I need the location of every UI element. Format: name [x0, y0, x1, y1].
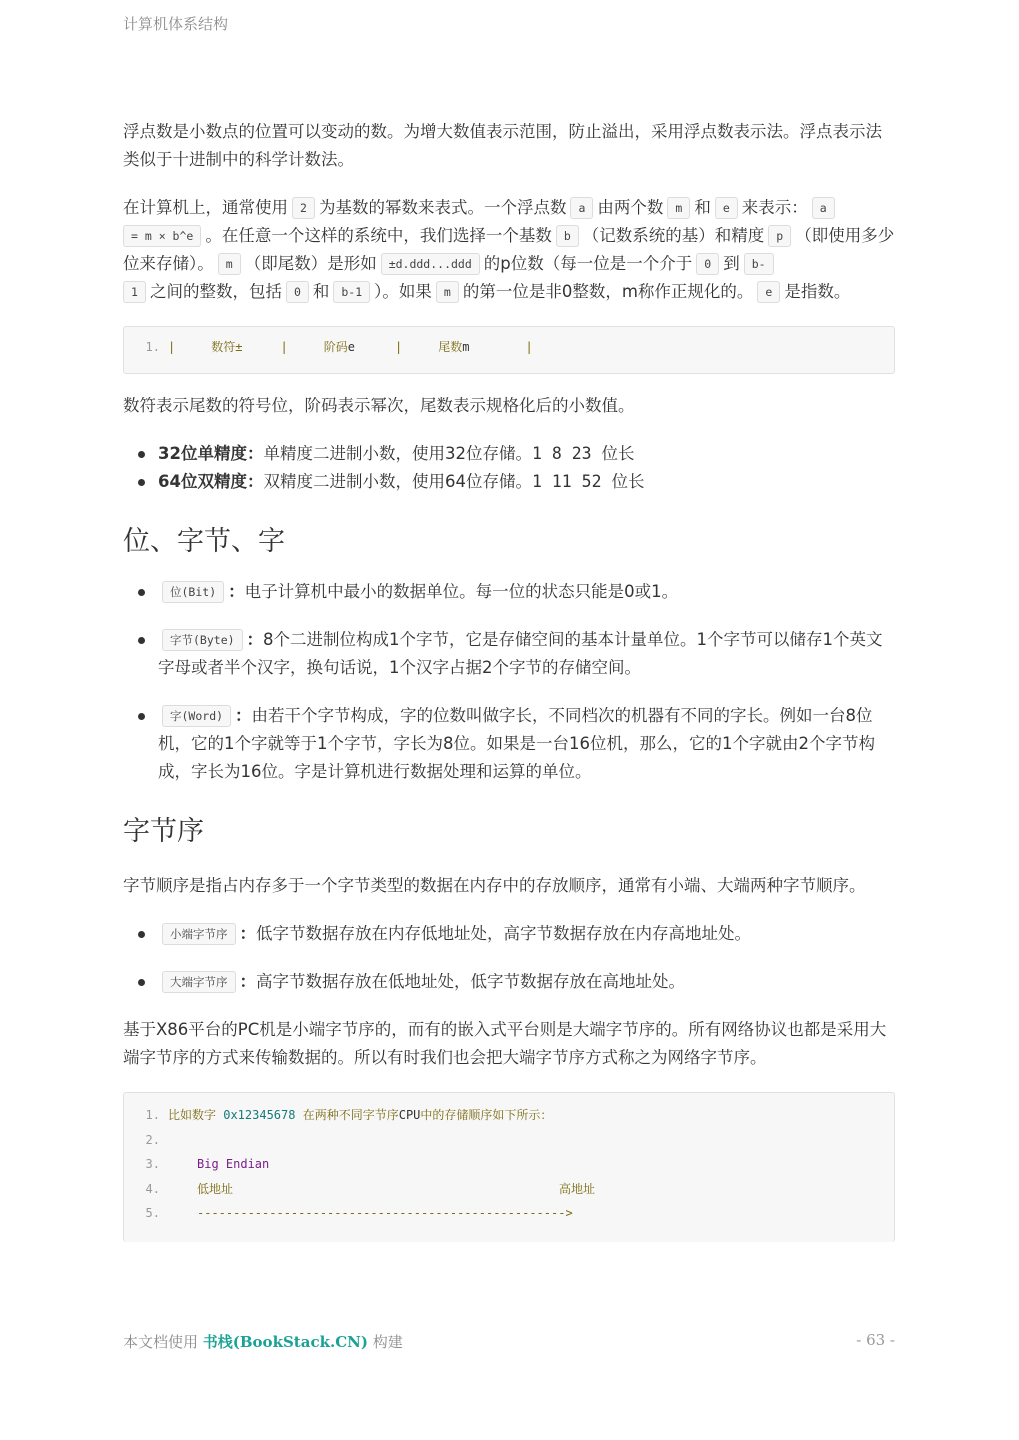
inline-code: b-1: [333, 281, 370, 303]
inline-code: b: [556, 225, 579, 247]
precision-list: [123, 440, 895, 496]
float-definition-paragraph: 在计算机上，通常使用 2 为基数的幂数来表式。一个浮点数 a 由两个数 m 和 e 来表示： a = m × b^e 。在任意一个这样的系统中，我们选择一个基数 b （记数系统的基）和精度 p （即使用多少位来存储）。 m （即尾数）是形如 ±d.ddd...ddd 的p位数（每一位是一个介于 0 到 b- 1 之间的整数，包括 0 和 b-1 ）。如果 m 的第一位是非0整数，m称作正规化的。 e 是指数。: [123, 198, 895, 301]
page-content: [123, 118, 895, 1242]
list-item: 小端字节序 ：低字节数据存放在内存低地址处，高字节数据存放在内存高地址处。: [158, 920, 895, 948]
inline-code: 字(Word): [162, 705, 231, 727]
list-item: 字节(Byte) ：8个二进制位构成1个字节，它是存储空间的基本计量单位。1个字节可以储存1个英文字母或者半个汉字，换句话说，1个汉字占据2个字节的存储空间。: [158, 626, 895, 682]
page-number: - 63 -: [856, 1331, 895, 1349]
endian-code-block: [123, 1092, 895, 1242]
inline-code: e: [757, 281, 780, 303]
byte-order-intro-paragraph: 字节顺序是指占内存多于一个字节类型的数据在内存中的存放顺序，通常有小端、大端两种字节顺序。: [123, 876, 866, 895]
document-header-title: 计算机体系结构: [123, 15, 229, 33]
list-item: 大端字节序 ：高字节数据存放在低地址处，低字节数据存放在高地址处。: [158, 968, 895, 996]
inline-code: 大端字节序: [162, 971, 236, 993]
list-item: 64位双精度：双精度二进制小数，使用64位存储。1 11 52 位长: [158, 468, 895, 496]
inline-code: m: [667, 197, 690, 219]
line-number: 3.: [145, 1157, 160, 1171]
line-number: 2.: [145, 1132, 160, 1147]
byte-order-detail-paragraph: 基于X86平台的PC机是小端字节序的，而有的嵌入式平台则是大端字节序的。所有网络协议也都是采用大端字节序的方式来传输数据的。所以有时我们也会把大端字节序方式称之为网络字节序。: [123, 1020, 887, 1067]
line-number: 1.: [145, 340, 160, 354]
code-line: 1. 比如数字 0x12345678 在两种不同字节序CPU中的存储顺序如下所示：: [124, 1103, 894, 1128]
inline-code: 小端字节序: [162, 923, 236, 945]
inline-code: b-: [744, 253, 774, 275]
code-line: 5. --------------------------------------------------->: [124, 1201, 894, 1226]
inline-code: 1: [123, 281, 146, 303]
line-number: 1.: [145, 1108, 160, 1122]
code-line: 1. | 数符± | 阶码e | 尾数m |: [124, 335, 894, 360]
inline-code: 位(Bit): [162, 581, 224, 603]
list-item: 字(Word) ：由若干个字节构成，字的位数叫做字长，不同档次的机器有不同的字长。例如一台8位机，它的1个字就等于1个字节，字长为8位。如果是一台16位机，那么，它的1个字就由2个字节构成，字长为16位。字是计算机进行数据处理和运算的单位。: [158, 702, 895, 786]
code-line: 4. 低地址 高地址: [124, 1177, 894, 1202]
intro-paragraph: 浮点数是小数点的位置可以变动的数。为增大数值表示范围，防止溢出，采用浮点数表示法。浮点表示法类似于十进制中的科学计数法。: [123, 122, 882, 169]
inline-code: 0: [286, 281, 309, 303]
line-number: 5.: [145, 1206, 160, 1220]
inline-code: m: [218, 253, 241, 275]
inline-code: a: [570, 197, 593, 219]
byte-order-list: [123, 920, 895, 996]
section-heading: 字节序: [123, 816, 204, 847]
inline-code: 字节(Byte): [162, 629, 243, 651]
inline-code: e: [715, 197, 738, 219]
sign-explanation-paragraph: 数符表示尾数的符号位，阶码表示幂次，尾数表示规格化后的小数值。: [123, 396, 635, 415]
inline-code: p: [768, 225, 791, 247]
inline-code: 2: [292, 197, 315, 219]
bit-byte-word-list: [123, 578, 895, 786]
inline-code: ±d.ddd...ddd: [381, 253, 480, 275]
inline-code: a: [812, 197, 835, 219]
inline-code: = m × b^e: [123, 225, 201, 247]
footer-credit: 本文档使用 书栈(BookStack.CN) 构建: [123, 1333, 403, 1351]
list-item: 32位单精度：单精度二进制小数，使用32位存储。1 8 23 位长: [158, 440, 895, 468]
inline-code: m: [436, 281, 459, 303]
section-heading: 位、字节、字: [123, 526, 285, 557]
list-item: 位(Bit) ：电子计算机中最小的数据单位。每一位的状态只能是0或1。: [158, 578, 895, 606]
line-number: 4.: [145, 1181, 160, 1196]
float-format-code-block: [123, 326, 895, 374]
code-line: [124, 1128, 894, 1153]
code-line: 3. Big Endian: [124, 1152, 894, 1177]
inline-code: 0: [696, 253, 719, 275]
bookstack-link[interactable]: 书栈(BookStack.CN): [202, 1333, 368, 1351]
